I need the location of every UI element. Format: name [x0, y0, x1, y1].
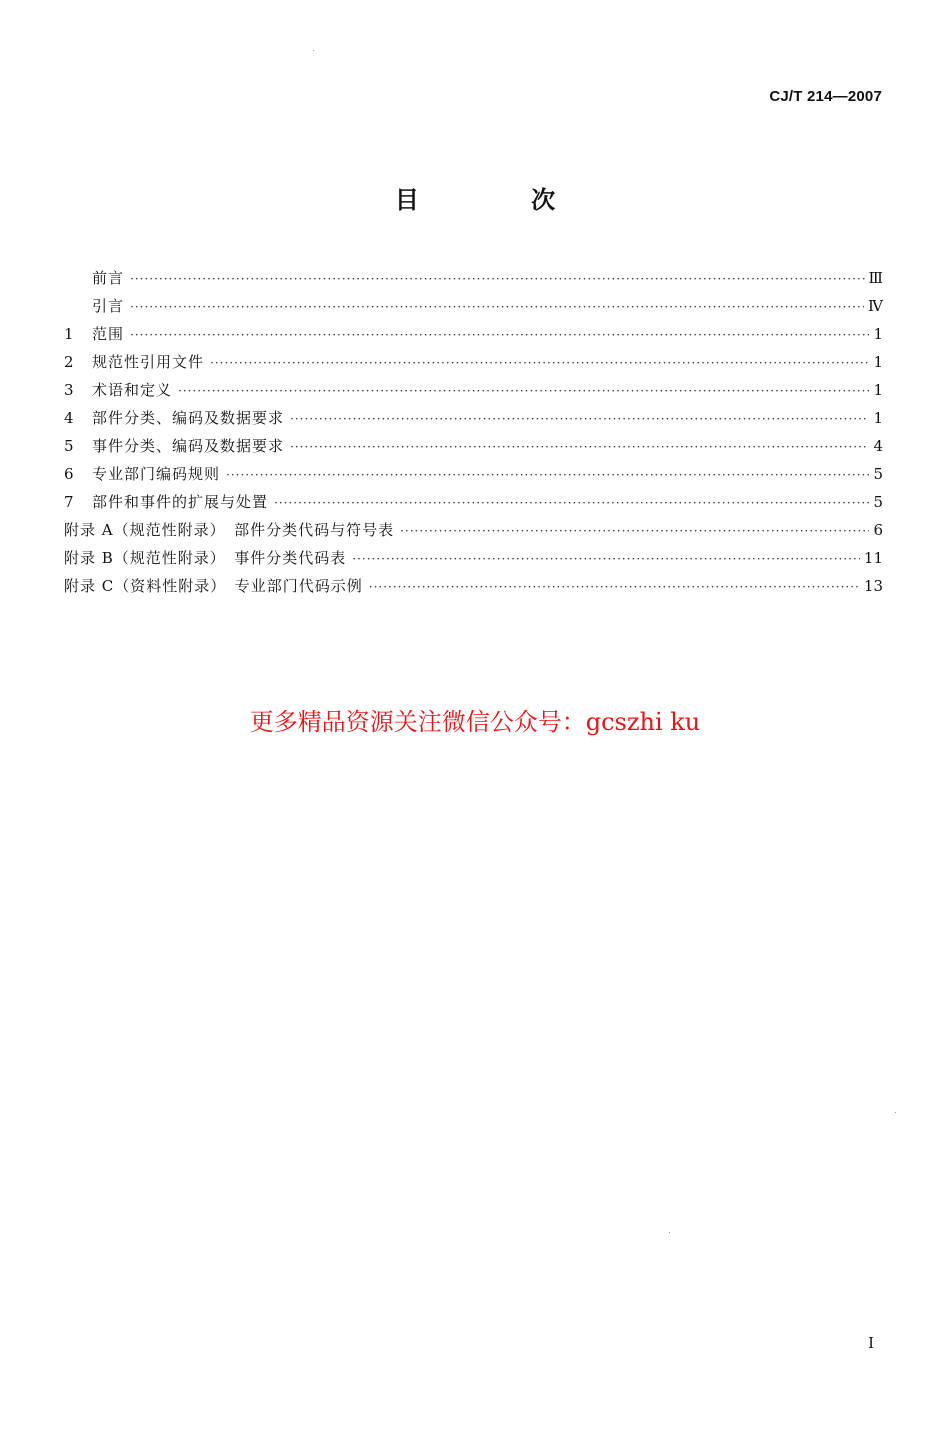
scan-speck	[313, 50, 314, 51]
standard-code: CJ/T 214—2007	[769, 88, 882, 105]
toc-entry-page: Ⅲ	[868, 269, 883, 287]
toc-entry-2[interactable]	[64, 348, 883, 376]
toc-entry-label: 术语和定义	[92, 381, 173, 399]
toc-leader-dots	[290, 433, 869, 461]
table-of-contents	[64, 264, 883, 600]
toc-entry-page: 1	[873, 381, 883, 399]
scan-speck	[669, 1232, 670, 1233]
toc-entry-number: 7	[64, 493, 74, 511]
toc-entry-appendix-a[interactable]	[64, 516, 883, 544]
toc-entry-page: 13	[863, 577, 883, 595]
toc-leader-dots	[130, 265, 865, 293]
toc-entry-label: 事件分类、编码及数据要求	[92, 437, 285, 455]
toc-entry-number: 3	[64, 381, 74, 399]
page-number: I	[868, 1334, 874, 1352]
page-title: 目 次	[394, 186, 608, 214]
toc-entry-page: 6	[873, 521, 883, 539]
toc-entry-appendix-c[interactable]	[64, 572, 883, 600]
toc-entry-1[interactable]	[64, 320, 883, 348]
toc-entry-page: 4	[873, 437, 883, 455]
toc-entry-7[interactable]	[64, 488, 883, 516]
toc-entry-page: 1	[873, 409, 883, 427]
toc-leader-dots	[210, 349, 869, 377]
toc-entry-label: 部件和事件的扩展与处置	[92, 493, 269, 511]
toc-entry-introduction[interactable]	[64, 292, 883, 320]
scan-speck	[895, 1112, 896, 1113]
toc-entry-number: 6	[64, 465, 74, 483]
toc-leader-dots	[369, 573, 860, 601]
toc-entry-page: 1	[873, 325, 883, 343]
toc-entry-page: 5	[873, 493, 883, 511]
promo-text: 更多精品资源关注微信公众号：gcszhi ku	[249, 708, 701, 736]
toc-entry-label: 附录 B（规范性附录） 事件分类代码表	[64, 549, 347, 567]
toc-entry-3[interactable]	[64, 376, 883, 404]
toc-entry-page: Ⅳ	[868, 297, 883, 315]
toc-entry-number: 1	[64, 325, 74, 343]
toc-leader-dots	[400, 517, 869, 545]
toc-entry-label: 前言	[92, 269, 125, 287]
toc-entry-label: 部件分类、编码及数据要求	[92, 409, 285, 427]
toc-entry-number: 2	[64, 353, 74, 371]
toc-leader-dots	[352, 545, 860, 573]
toc-entry-label: 附录 C（资料性附录） 专业部门代码示例	[64, 577, 363, 595]
toc-entry-foreword[interactable]	[64, 264, 883, 292]
toc-entry-page: 5	[873, 465, 883, 483]
toc-entry-label: 附录 A（规范性附录） 部件分类代码与符号表	[64, 521, 395, 539]
toc-entry-label: 专业部门编码规则	[92, 465, 221, 483]
toc-entry-number: 5	[64, 437, 74, 455]
toc-entry-label: 范围	[92, 325, 125, 343]
toc-entry-number: 4	[64, 409, 74, 427]
toc-leader-dots	[178, 377, 869, 405]
toc-leader-dots	[290, 405, 869, 433]
toc-leader-dots	[274, 489, 869, 517]
toc-leader-dots	[130, 321, 869, 349]
toc-entry-page: 11	[863, 549, 883, 567]
toc-entry-label: 引言	[92, 297, 125, 315]
toc-leader-dots	[130, 293, 864, 321]
toc-entry-6[interactable]	[64, 460, 883, 488]
toc-entry-5[interactable]	[64, 432, 883, 460]
toc-leader-dots	[226, 461, 869, 489]
toc-entry-label: 规范性引用文件	[92, 353, 205, 371]
toc-entry-appendix-b[interactable]	[64, 544, 883, 572]
toc-entry-4[interactable]	[64, 404, 883, 432]
toc-entry-page: 1	[873, 353, 883, 371]
